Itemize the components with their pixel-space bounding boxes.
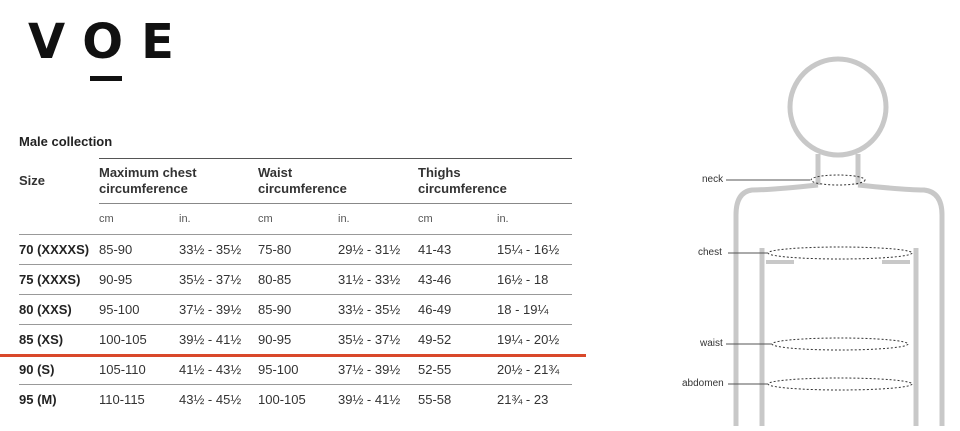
brand-logo: VOE [28, 14, 192, 70]
neck-outline [818, 154, 858, 185]
size-cell: 95 (M) [19, 384, 99, 414]
size-cell: 80 (XXS) [19, 294, 99, 324]
waist-in-cell: 37½ - 39½ [338, 354, 418, 384]
size-cell: 70 (XXXXS) [19, 234, 99, 264]
neck-label: neck [702, 174, 724, 185]
chest-cm-cell: 95-100 [99, 294, 179, 324]
right-torso-outline [858, 185, 942, 426]
unit-in: in. [497, 203, 572, 234]
chest-cm-cell: 110-115 [99, 384, 179, 414]
waist-cm-cell: 100-105 [258, 384, 338, 414]
size-header: Size [19, 173, 46, 188]
waist-cm-cell: 90-95 [258, 324, 338, 354]
section-title: Male collection [19, 134, 113, 149]
bottom-fade [0, 410, 590, 426]
logo-underline [90, 76, 122, 81]
table-row [19, 354, 572, 384]
abdomen-label: abdomen [682, 378, 724, 389]
thigh-in-cell: 20½ - 21¾ [497, 354, 572, 384]
units-size-spacer [19, 203, 99, 234]
thigh-cm-cell: 52-55 [418, 354, 497, 384]
chest-in-cell: 39½ - 41½ [179, 324, 258, 354]
chest-in-cell: 35½ - 37½ [179, 264, 258, 294]
chest-in-cell: 43½ - 45½ [179, 384, 258, 414]
thigh-in-cell: 19¼ - 20½ [497, 324, 572, 354]
chest-header [99, 158, 258, 203]
table-row [19, 294, 572, 324]
units-row [19, 203, 572, 234]
chest-cm-cell: 100-105 [99, 324, 179, 354]
chest-cm-cell: 90-95 [99, 264, 179, 294]
waist-label: waist [700, 338, 723, 349]
chest-cm-cell: 105-110 [99, 354, 179, 384]
left-torso-outline [736, 185, 818, 426]
waist-cm-cell: 95-100 [258, 354, 338, 384]
table-row [19, 264, 572, 294]
highlight-divider [0, 354, 586, 357]
chest-cm-cell: 85-90 [99, 234, 179, 264]
thigh-cm-cell: 43-46 [418, 264, 497, 294]
size-chart-table [19, 158, 572, 414]
unit-in: in. [338, 203, 418, 234]
waist-header-label: Waist circumference [258, 165, 347, 196]
size-cell: 75 (XXXS) [19, 264, 99, 294]
chest-in-cell: 41½ - 43½ [179, 354, 258, 384]
waist-in-cell: 33½ - 35½ [338, 294, 418, 324]
waist-cm-cell: 80-85 [258, 264, 338, 294]
body-measurement-figure [670, 50, 960, 426]
thigh-in-cell: 16½ - 18 [497, 264, 572, 294]
unit-cm: cm [258, 203, 338, 234]
unit-in: in. [179, 203, 258, 234]
table-row [19, 324, 572, 354]
chest-in-cell: 37½ - 39½ [179, 294, 258, 324]
waist-cm-cell: 85-90 [258, 294, 338, 324]
table-row [19, 234, 572, 264]
thigh-in-cell: 15¼ - 16½ [497, 234, 572, 264]
unit-cm: cm [99, 203, 179, 234]
thigh-cm-cell: 46-49 [418, 294, 497, 324]
waist-in-cell: 31½ - 33½ [338, 264, 418, 294]
waist-in-cell: 35½ - 37½ [338, 324, 418, 354]
thigh-in-cell: 18 - 19¼ [497, 294, 572, 324]
abdomen-measure-ellipse [768, 378, 912, 390]
table-header-row [19, 158, 572, 203]
body-outline-svg [670, 50, 960, 426]
head-outline [790, 59, 886, 155]
thighs-header [418, 158, 572, 203]
thighs-header-label: Thighs circumference [418, 165, 507, 196]
waist-measure-ellipse [772, 338, 908, 350]
chest-label: chest [698, 247, 722, 258]
chest-header-label: Maximum chest circumference [99, 165, 197, 196]
thigh-cm-cell: 49-52 [418, 324, 497, 354]
unit-cm: cm [418, 203, 497, 234]
thigh-in-cell: 21¾ - 23 [497, 384, 572, 414]
thigh-cm-cell: 55-58 [418, 384, 497, 414]
chest-in-cell: 33½ - 35½ [179, 234, 258, 264]
size-cell: 90 (S) [19, 354, 99, 384]
waist-cm-cell: 75-80 [258, 234, 338, 264]
waist-in-cell: 29½ - 31½ [338, 234, 418, 264]
chest-measure-ellipse [768, 247, 912, 259]
size-cell: 85 (XS) [19, 324, 99, 354]
thigh-cm-cell: 41-43 [418, 234, 497, 264]
waist-header [258, 158, 418, 203]
waist-in-cell: 39½ - 41½ [338, 384, 418, 414]
